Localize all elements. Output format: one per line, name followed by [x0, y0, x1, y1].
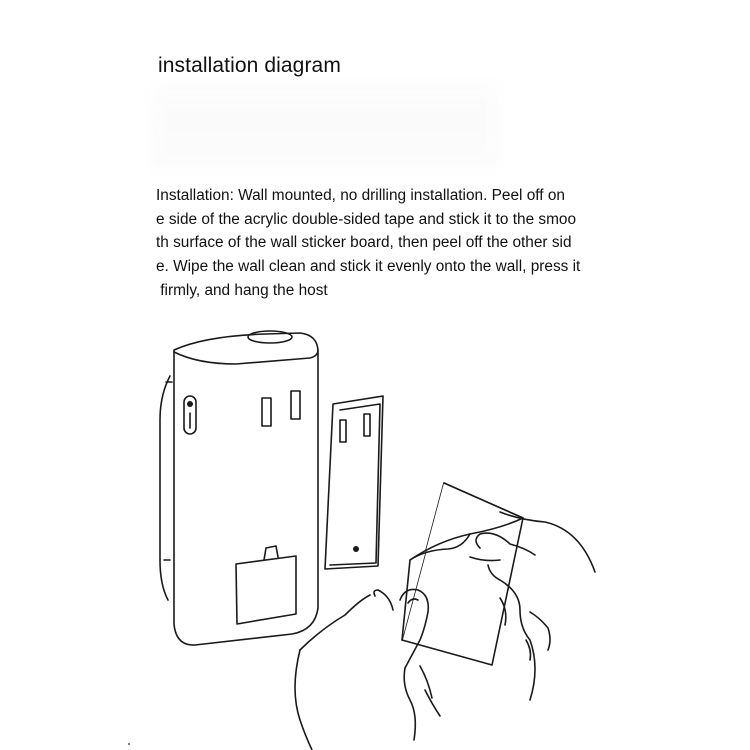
stray-mark: [128, 743, 130, 745]
dispenser-host: [160, 331, 318, 645]
wall-sticker-board: [325, 396, 383, 569]
page-title: installation diagram: [158, 54, 341, 77]
instruction-line: e. Wipe the wall clean and stick it evenly onto the wall, press it: [156, 258, 581, 276]
host-side-contour: [160, 376, 170, 600]
instruction-line: e side of the acrylic double-sided tape and stick it to the smoo: [156, 210, 577, 228]
instruction-line: firmly, and hang the host: [156, 281, 328, 299]
instruction-line: th surface of the wall sticker board, then peel off the other sid: [156, 234, 572, 252]
instruction-line: Installation: Wall mounted, no drilling installation. Peel off on: [156, 187, 565, 204]
